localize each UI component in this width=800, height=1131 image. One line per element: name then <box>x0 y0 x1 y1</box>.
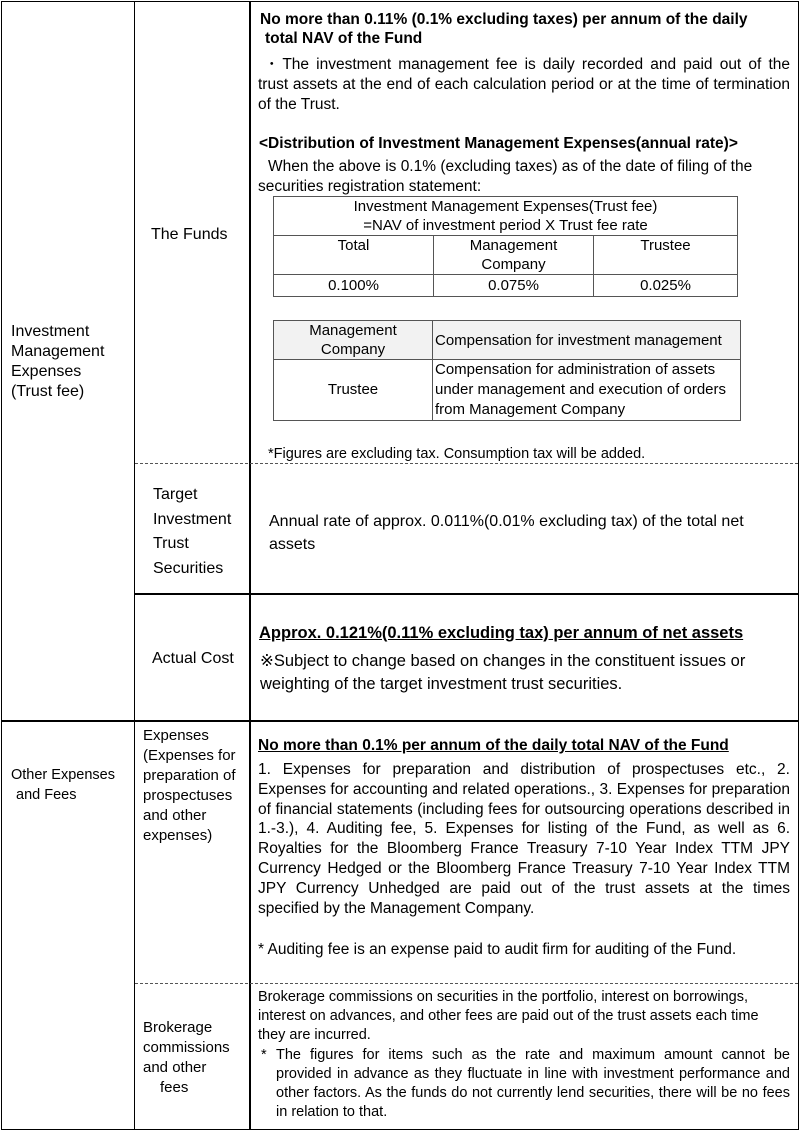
compensation-table <box>273 320 741 421</box>
target-text: Annual rate of approx. 0.011%(0.01% excluding tax) of the total net assets <box>269 513 744 553</box>
tax-note: *Figures are excluding tax. Consumption tax will be added. <box>268 446 646 462</box>
label-line: expenses) <box>143 827 213 844</box>
actual-cost-text: ※Subject to change based on changes in the constituent issues or weighting of the target investment trust securities. <box>260 652 746 693</box>
fee-col-total: Total <box>274 236 434 275</box>
fee-table-header <box>274 197 738 236</box>
fee-col-management: Management Company <box>434 236 594 275</box>
label-line: Investment <box>153 510 232 528</box>
funds-bullet-text: ・The investment management fee is daily recorded and paid out of the trust assets at the end of each calculation period or at the time of termination of the Trust. <box>258 56 790 113</box>
column-divider-1 <box>134 1 135 1129</box>
actual-cost-heading: Approx. 0.121%(0.11% excluding tax) per annum of net assets <box>259 624 744 642</box>
label-line: Expenses <box>11 363 82 380</box>
comp-party: Trustee <box>274 360 433 421</box>
column-divider-2 <box>249 1 251 1129</box>
label-line: Securities <box>153 559 224 577</box>
label-line: and other <box>143 1059 207 1076</box>
row-divider-expenses <box>135 983 798 984</box>
table-row <box>274 360 741 421</box>
brokerage-note: The figures for items such as the rate and maximum amount cannot be provided in advance as they fluctuate in line with investment performance and other factors. As the funds do not currently lend securities, there will be no fees in relation to that. <box>276 1047 790 1120</box>
investment-management-label <box>11 322 131 402</box>
fee-value-management: 0.075% <box>434 275 594 297</box>
funds-label: The Funds <box>151 226 228 243</box>
label-line: and other <box>143 807 207 824</box>
fee-value-trustee: 0.025% <box>594 275 738 297</box>
expenses-note: * Auditing fee is an expense paid to audit firm for auditing of the Fund. <box>258 941 737 958</box>
distribution-intro: When the above is 0.1% (excluding taxes) as of the date of filing of the securities registration statement: <box>258 158 753 195</box>
comp-party: Management Company <box>274 321 433 360</box>
fee-col-trustee: Trustee <box>594 236 738 275</box>
label-line: Target <box>153 486 198 503</box>
expenses-label <box>143 726 247 846</box>
label-line: Expenses <box>143 727 209 744</box>
label-line: commissions <box>143 1039 230 1056</box>
label-line: Other Expenses <box>11 767 115 783</box>
label-line: and Fees <box>16 787 77 803</box>
funds-heading-line2: total NAV of the Fund <box>265 30 423 47</box>
row-divider-target <box>135 593 798 595</box>
brokerage-note-mark: * <box>261 1047 267 1063</box>
label-line: (Trust fee) <box>11 383 85 400</box>
section-divider <box>1 720 798 722</box>
funds-heading <box>260 10 796 48</box>
actual-cost-label: Actual Cost <box>152 650 234 667</box>
target-label <box>153 483 231 581</box>
label-line: (Expenses for <box>143 747 236 764</box>
brokerage-text: Brokerage commissions on securities in the portfolio, interest on borrowings, interest on advances, and other fees are paid out of the trust assets each time they are incurred. <box>258 989 759 1043</box>
label-line: Brokerage <box>143 1019 213 1036</box>
other-expenses-label <box>11 765 115 805</box>
label-line: prospectuses <box>143 787 233 804</box>
distribution-title: <Distribution of Investment Management Expenses(annual rate)> <box>259 135 738 152</box>
fee-distribution-table <box>273 196 738 297</box>
fee-table-header-line2: =NAV of investment period X Trust fee rate <box>363 217 648 234</box>
label-line: Trust <box>153 535 189 552</box>
fee-table-header-line1: Investment Management Expenses(Trust fee) <box>353 198 658 215</box>
expenses-text: 1. Expenses for preparation and distribution of prospectuses etc., 2. Expenses for accounting and related operations., 3. Expenses for preparation of financial statements (including fees for outsourcing operations described in 1.-3.), 4. Auditing fee, 5. Expenses for listing of the Fund, as well as 6. Royalties for the Bloomberg France Treasury 7-10 Year Index TTM JPY Currency Hedged or the Bloomberg France Treasury 7-10 Year Index TTM JPY Currency Unhedged are paid out of the trust assets at the times specified by the Management Company. <box>258 761 790 917</box>
label-line: preparation of <box>143 767 236 784</box>
comp-description: Compensation for investment management <box>433 321 741 360</box>
label-line: Management <box>11 343 105 360</box>
expenses-heading: No more than 0.1% per annum of the daily total NAV of the Fund <box>258 737 729 754</box>
comp-description: Compensation for administration of assets under management and execution of orders from Management Company <box>433 360 741 421</box>
label-line: fees <box>160 1079 189 1096</box>
fee-value-total: 0.100% <box>274 275 434 297</box>
label-line: Investment <box>11 323 90 340</box>
table-row <box>274 321 741 360</box>
brokerage-label <box>143 1018 247 1098</box>
funds-heading-line1: No more than 0.11% (0.1% excluding taxes) per annum of the daily <box>260 11 748 28</box>
